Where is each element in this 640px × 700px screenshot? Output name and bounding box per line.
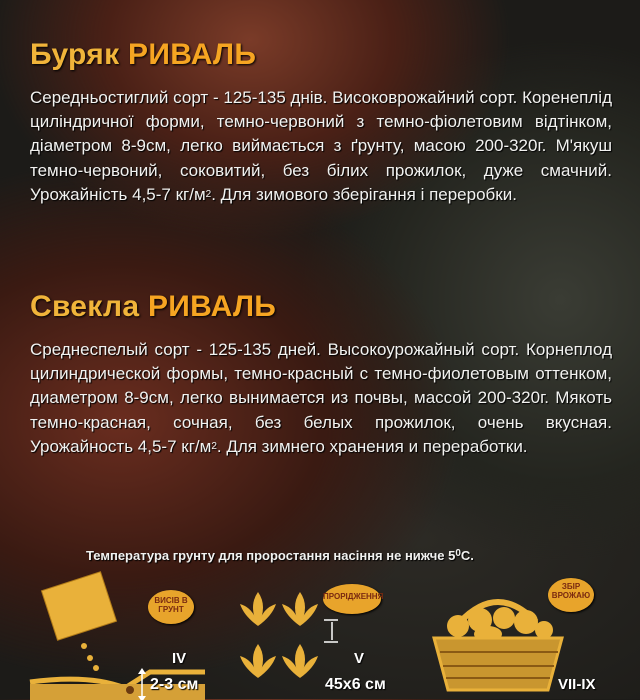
harvest-month: VII-IX (558, 676, 596, 693)
ua-description-sup: 2 (205, 188, 212, 200)
ru-description-text: Среднеспелый сорт - 125-135 дней. Высокоурожайный сорт. Корнеплод цилиндрической формы, темно-красный с темно-фиолетовым оттенком, диаметром 8-9см, легко вынимается из почвы, массой 200-320г. Мякоть темно-красная, сочная, без белых прожилок, очень вкусная. Урожайность 4,5-7 кг/м (30, 340, 612, 456)
ua-description-end: . Для зимового зберігання і переробки. (211, 184, 517, 204)
germination-unit: C. (460, 548, 474, 563)
ru-description-end: . Для зимнего хранения и переработки. (216, 436, 528, 456)
thinning-badge: ПРОРІДЖЕННЯ (323, 584, 381, 614)
ru-title-variety: РИВАЛЬ (147, 290, 277, 323)
ru-description-sup: 2 (211, 440, 217, 452)
sowing-badge: ВИСІВ В ГРУНТ (148, 590, 194, 624)
sowing-depth: 2-3 см (150, 676, 199, 693)
ru-title-word: Свекла (30, 290, 140, 323)
ua-section (30, 38, 612, 207)
ua-description (30, 86, 612, 207)
ua-title-variety: РИВАЛЬ (128, 38, 257, 71)
harvest-badge: ЗБІР ВРОЖАЮ (548, 578, 594, 612)
seed-packet-icon (30, 570, 230, 700)
thinning-spacing: 45x6 см (325, 676, 386, 693)
germination-text: Температура грунту для проростання насіння не нижче 5 (86, 548, 456, 563)
sowing-month: IV (172, 650, 187, 667)
germination-temperature (86, 548, 474, 563)
ua-title-word: Буряк (30, 38, 120, 71)
thinning-month: V (354, 650, 365, 667)
harvest-basket-icon (428, 586, 568, 696)
ru-title (30, 290, 612, 324)
ru-description (30, 338, 612, 459)
ua-description-text: Середньостиглий сорт - 125-135 днів. Високоврожайний сорт. Коренеплід циліндричної форми, темно-червоний з темно-фіолетовим відтінком, діаметром 8-9см, легко виймається з ґрунту, масою 200-320г. М'якуш темно-червоний, соковитий, без білих прожилок, дуже смачний. Урожайність 4,5-7 кг/м (30, 88, 612, 204)
ru-section (30, 290, 612, 459)
ua-title (30, 38, 612, 72)
germination-sup: 0 (455, 548, 461, 559)
